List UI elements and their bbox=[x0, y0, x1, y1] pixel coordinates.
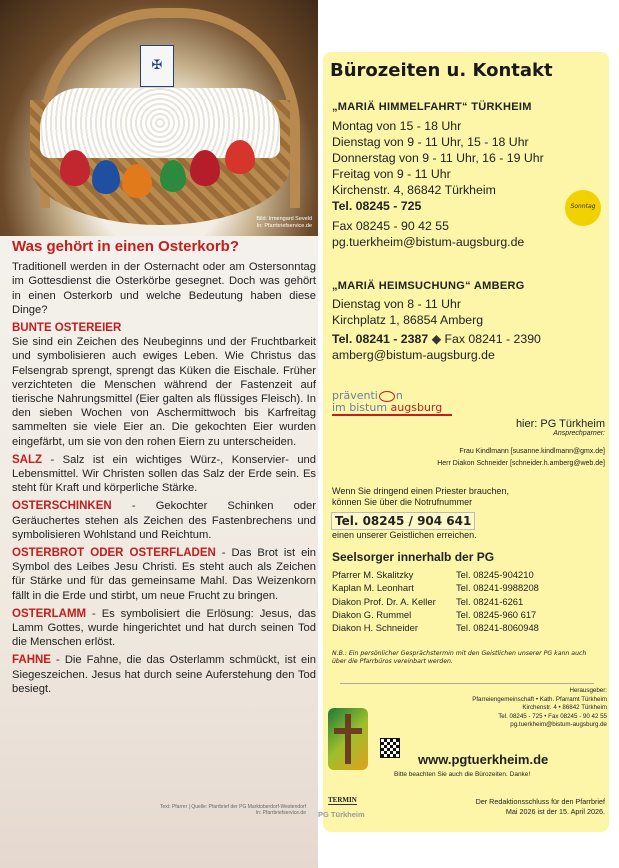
office1-name: „MARIÄ HIMMELFAHRT“ TÜRKHEIM bbox=[332, 101, 532, 113]
egg-icon bbox=[190, 150, 220, 186]
section-sep: - bbox=[111, 500, 156, 513]
seelsorger-row bbox=[332, 595, 539, 608]
footnote-line: In: Pfarrbriefservice.de bbox=[255, 810, 306, 816]
contact-person: Herr Diakon Schneider [schneider.h.amberg@web.de] bbox=[437, 460, 605, 467]
office1-hours bbox=[332, 118, 544, 250]
website-link[interactable]: www.pgtuerkheim.de bbox=[418, 752, 549, 767]
egg-icon bbox=[60, 150, 90, 186]
section-text: Es symbolisiert die Erlösung: Jesus, das Lamm Gottes, wurde hingerichtet und hat durch seinen Tod die Menschen erlöst. bbox=[12, 607, 316, 649]
office2-tel: Tel. 08241 - 2387 bbox=[332, 332, 429, 346]
divider bbox=[340, 683, 594, 684]
praevention-logo bbox=[332, 390, 442, 414]
pg-label: PG Türkheim bbox=[318, 810, 365, 819]
seelsorger-tel: Tel. 08241-9988208 bbox=[456, 582, 539, 594]
section-heading: OSTERSCHINKEN bbox=[12, 500, 112, 513]
section-heading: BUNTE OSTEREIER bbox=[12, 322, 122, 335]
section-sep: - bbox=[215, 547, 232, 560]
section-sep: - bbox=[50, 654, 65, 667]
article-section bbox=[12, 321, 316, 449]
seelsorger-tel: Tel. 08245-960 617 bbox=[456, 608, 537, 620]
praevention-text: augsburg bbox=[390, 401, 443, 414]
hours-line: Freitag von 9 - 11 Uhr bbox=[332, 167, 451, 181]
section-sep: - bbox=[42, 453, 63, 466]
praevention-divider bbox=[332, 414, 452, 416]
seelsorger-name: Diakon G. Rummel bbox=[332, 608, 412, 620]
impressum-line: Kirchenstr. 4 • 86842 Türkheim bbox=[522, 704, 607, 712]
easter-flag-icon: ✠ bbox=[140, 45, 174, 87]
hier-pg bbox=[516, 418, 605, 437]
article-section bbox=[12, 607, 316, 650]
urgent-line: können Sie über die Notrufnummer bbox=[332, 497, 473, 507]
egg-icon bbox=[122, 164, 152, 198]
photo-credit bbox=[256, 216, 312, 230]
office2-info bbox=[332, 296, 541, 363]
seelsorger-row bbox=[332, 581, 539, 594]
seelsorger-name: Diakon Prof. Dr. A. Keller bbox=[332, 595, 436, 607]
section-heading: OSTERBROT ODER OSTERFLADEN bbox=[12, 547, 216, 560]
office2-address: Kirchplatz 1, 86854 Amberg bbox=[332, 313, 484, 327]
section-heading: SALZ bbox=[12, 453, 43, 466]
sonntag-logo-icon: Sonntag bbox=[565, 190, 601, 226]
seelsorger-name: Kaplan M. Leonhart bbox=[332, 582, 414, 594]
seelsorger-name: Pfarrer M. Skalitzky bbox=[332, 569, 414, 580]
pg-cross-logo-icon bbox=[328, 708, 368, 770]
urgent-info bbox=[332, 486, 509, 508]
seelsorger-table bbox=[332, 568, 539, 634]
eye-icon bbox=[379, 391, 395, 402]
footnote-line: Text: Pfarrer | Quelle: Pfarrbrief der PG Marktoberdorf-Westendorf bbox=[160, 804, 306, 810]
article-section bbox=[12, 653, 316, 696]
diamond-icon: ◆ bbox=[431, 332, 442, 346]
impressum-line: Pfarreiengemeinschaft • Kath. Pfarramt Türkheim bbox=[472, 695, 607, 703]
egg-icon bbox=[92, 160, 120, 194]
termin-label: TERMIN bbox=[328, 796, 357, 804]
section-text: Gekochter Schinken oder Geräuchertes stehen als Zeichen des Fastenbrechens und symbolisieren Wohlstand und Reichtum. bbox=[12, 500, 316, 541]
office2-email[interactable]: amberg@bistum-augsburg.de bbox=[332, 348, 495, 362]
section-text: Sie sind ein Zeichen des Neubeginns und der Fruchtbarkeit und symbolisieren auch ewiges Leben. Wie Christus das Felsengrab sprengt, sprengt das Küken die Eischale. Früher verzichteten die Menschen während der Fastenzeit auf tierische Nahrungsmittel (Eier galten als flüssiges Fleisch). In den sieben Wochen von Aschermittwoch bis Karfreitag sammelten sie viele Eier an. Die gekochten Eier wurden eingefärbt, um sie von den rohen Eiern zu unterscheiden. bbox=[12, 336, 316, 448]
article-intro: Traditionell werden in der Osternacht oder am Ostersonntag im Gottesdienst die Osterkörbe gesegnet. Doch was gehört in einen Osterkorb und welche Bedeutung haben diese Dinge? bbox=[12, 261, 316, 316]
office1-fax: Fax 08245 - 90 42 55 bbox=[332, 219, 449, 233]
article-title: Was gehört in einen Osterkorb? bbox=[12, 238, 239, 255]
office1-email[interactable]: pg.tuerkheim@bistum-augsburg.de bbox=[332, 235, 525, 249]
seelsorger-row bbox=[332, 608, 539, 621]
impressum bbox=[472, 687, 607, 730]
seelsorger-tel: Tel. 08241-8060948 bbox=[456, 622, 539, 634]
credit-line: Bild: Irmengard Seveld bbox=[256, 216, 312, 222]
hier-label: hier: PG Türkheim bbox=[515, 418, 605, 430]
office2-hours: Dienstag von 8 - 11 Uhr bbox=[332, 297, 461, 311]
section-heading: FAHNE bbox=[12, 654, 51, 667]
hours-line: Dienstag von 9 - 11 Uhr, 15 - 18 Uhr bbox=[332, 135, 529, 149]
contact-column bbox=[318, 0, 619, 868]
emergency-tel[interactable]: Tel. 08245 / 904 641 bbox=[331, 512, 475, 530]
contact-title: Bürozeiten u. Kontakt bbox=[330, 60, 553, 81]
bitte-note: Bitte beachten Sie auch die Bürozeiten. Danke! bbox=[394, 771, 531, 778]
seelsorger-row bbox=[332, 568, 539, 581]
redak-line: Mai 2026 ist der 15. April 2026. bbox=[505, 806, 605, 816]
office1-tel: Tel. 08245 - 725 bbox=[332, 199, 422, 213]
credit-line: In: Pfarrbriefservice.de bbox=[256, 223, 312, 229]
redaktionsschluss bbox=[476, 797, 605, 816]
seelsorger-tel: Tel. 08245-904210 bbox=[456, 569, 534, 580]
egg-icon bbox=[225, 140, 255, 174]
seelsorger-row bbox=[332, 621, 539, 634]
section-text: Das Brot ist ein Symbol des Leibes Jesu Christi. Es steht auch als Zeichen für Stärke und für das gemeinsame Mahl. Das Weizenkorn fällt in die Erde und stirbt, um neue Frucht zu bringen. bbox=[12, 547, 316, 602]
impressum-line: Herausgeber: bbox=[569, 687, 607, 694]
seelsorger-name: Diakon H. Schneider bbox=[332, 622, 418, 634]
section-text: Die Fahne, die das Osterlamm schmückt, ist ein Siegeszeichen. Jesus hat durch seine Auferstehung den Tod besiegt. bbox=[12, 654, 316, 695]
praevention-text: im bistum bbox=[332, 401, 388, 414]
egg-icon bbox=[160, 160, 186, 192]
ansprech-label: Ansprechparner: bbox=[553, 430, 605, 437]
praevention-text: n bbox=[395, 389, 403, 402]
seelsorger-tel: Tel. 08241-6261 bbox=[456, 595, 524, 607]
article-section bbox=[12, 453, 316, 496]
section-text: Salz ist ein wichtiges Würz-, Konservier- und Lebensmittel. Wir Christen sollen das Salz der Erde sein. Es steht für Kraft und körperliche Stärke. bbox=[12, 453, 317, 495]
section-heading: OSTERLAMM bbox=[12, 607, 87, 620]
section-sep: - bbox=[86, 607, 102, 620]
urgent-line: einen unserer Geistlichen erreichen. bbox=[332, 530, 477, 540]
contact-person: Frau Kindlmann [susanne.kindlmann@gmx.de] bbox=[459, 448, 605, 455]
impressum-line[interactable]: pg.tuerkheim@bistum-augsburg.de bbox=[510, 721, 607, 729]
easter-basket-photo bbox=[0, 0, 318, 236]
praevention-text: präventi bbox=[332, 389, 378, 402]
office2-fax: Fax 08241 - 2390 bbox=[444, 332, 541, 346]
contact-persons bbox=[437, 446, 605, 470]
hours-line: Donnerstag von 9 - 11 Uhr, 16 - 19 Uhr bbox=[332, 151, 544, 165]
office2-name: „MARIÄ HEIMSUCHUNG“ AMBERG bbox=[332, 280, 525, 292]
seelsorger-title: Seelsorger innerhalb der PG bbox=[332, 550, 495, 564]
hours-line: Montag von 15 - 18 Uhr bbox=[332, 119, 462, 133]
nb-note: N.B.: Ein persönlicher Gesprächstermin mit den Geistlichen unserer PG kann auch über die Pfarrbüros vereinbart werden. bbox=[332, 650, 587, 665]
redak-line: Der Redaktionsschluss für den Pfarrbrief bbox=[475, 797, 605, 806]
article bbox=[12, 238, 316, 700]
article-section bbox=[12, 546, 316, 603]
office1-address: Kirchenstr. 4, 86842 Türkheim bbox=[332, 183, 496, 197]
qr-code-icon[interactable] bbox=[380, 738, 400, 758]
impressum-line: Tel. 08245 - 725 • Fax 08245 - 90 42 55 bbox=[498, 712, 607, 720]
article-section bbox=[12, 499, 316, 542]
article-footnote bbox=[160, 804, 306, 816]
urgent-line: Wenn Sie dringend einen Priester brauchen, bbox=[332, 486, 509, 496]
office2-tel-fax bbox=[332, 331, 541, 347]
